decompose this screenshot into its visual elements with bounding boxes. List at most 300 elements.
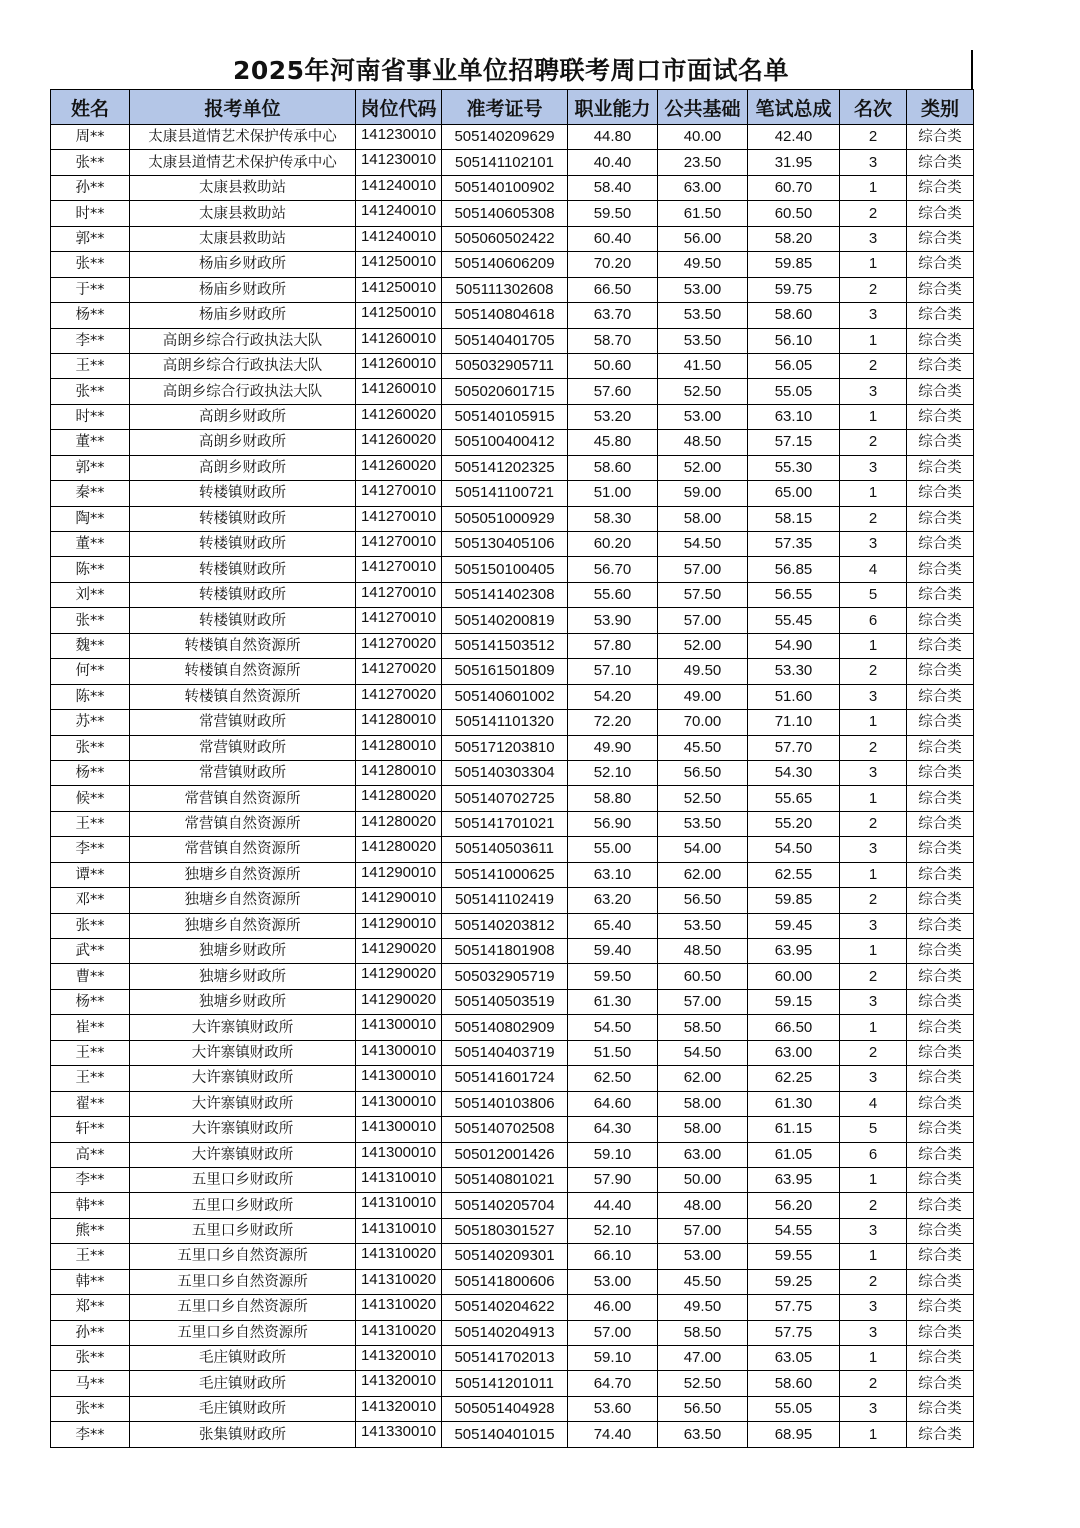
cell-written-total: 54.50 — [748, 837, 840, 862]
cell-unit: 五里口乡自然资源所 — [130, 1244, 356, 1269]
cell-rank: 2 — [840, 964, 907, 989]
cell-exam-id: 505141800606 — [442, 1269, 568, 1294]
cell-rank: 2 — [840, 430, 907, 455]
table-row — [51, 506, 974, 531]
cell-category: 综合类 — [907, 252, 974, 277]
cell-written-total: 51.60 — [748, 684, 840, 709]
cell-aptitude: 64.30 — [568, 1117, 658, 1142]
table-row — [51, 582, 974, 607]
cell-rank: 1 — [840, 862, 907, 887]
cell-post-code: 141320010 — [356, 1346, 442, 1371]
header-rank: 名次 — [840, 90, 907, 125]
cell-rank: 2 — [840, 888, 907, 913]
cell-written-total: 57.35 — [748, 532, 840, 557]
cell-name: 熊** — [51, 1218, 130, 1243]
cell-basics: 63.00 — [658, 1142, 748, 1167]
cell-category: 综合类 — [907, 1142, 974, 1167]
cell-basics: 56.50 — [658, 888, 748, 913]
cell-aptitude: 74.40 — [568, 1422, 658, 1447]
cell-unit: 大许寨镇财政所 — [130, 1015, 356, 1040]
cell-category: 综合类 — [907, 328, 974, 353]
cell-unit: 转楼镇财政所 — [130, 582, 356, 607]
cell-category: 综合类 — [907, 353, 974, 378]
cell-unit: 独塘乡自然资源所 — [130, 888, 356, 913]
cell-rank: 3 — [840, 379, 907, 404]
cell-exam-id: 505051404928 — [442, 1396, 568, 1421]
cell-exam-id: 505140401015 — [442, 1422, 568, 1447]
cell-basics: 54.50 — [658, 1040, 748, 1065]
table-row — [51, 1015, 974, 1040]
cell-category: 综合类 — [907, 735, 974, 760]
cell-aptitude: 58.30 — [568, 506, 658, 531]
cell-unit: 高朗乡财政所 — [130, 455, 356, 480]
cell-rank: 6 — [840, 608, 907, 633]
table-row — [51, 226, 974, 251]
cell-written-total: 55.65 — [748, 786, 840, 811]
cell-aptitude: 44.80 — [568, 125, 658, 150]
cell-name: 郭** — [51, 226, 130, 251]
cell-name: 张** — [51, 608, 130, 633]
cell-post-code: 141310010 — [356, 1218, 442, 1243]
cell-aptitude: 40.40 — [568, 150, 658, 175]
header-aptitude: 职业能力 — [568, 90, 658, 125]
cell-rank: 1 — [840, 1346, 907, 1371]
cell-aptitude: 53.90 — [568, 608, 658, 633]
cell-basics: 49.00 — [658, 684, 748, 709]
cell-category: 综合类 — [907, 1218, 974, 1243]
cell-basics: 70.00 — [658, 710, 748, 735]
cell-post-code: 141280020 — [356, 786, 442, 811]
cell-post-code: 141310020 — [356, 1244, 442, 1269]
cell-rank: 1 — [840, 939, 907, 964]
cell-rank: 3 — [840, 303, 907, 328]
cell-rank: 4 — [840, 557, 907, 582]
cell-written-total: 56.55 — [748, 582, 840, 607]
cell-basics: 60.50 — [658, 964, 748, 989]
cell-basics: 53.50 — [658, 913, 748, 938]
cell-unit: 五里口乡自然资源所 — [130, 1320, 356, 1345]
cell-post-code: 141290010 — [356, 913, 442, 938]
cell-aptitude: 58.70 — [568, 328, 658, 353]
cell-exam-id: 505012001426 — [442, 1142, 568, 1167]
cell-unit: 转楼镇财政所 — [130, 532, 356, 557]
cell-post-code: 141280010 — [356, 735, 442, 760]
cell-post-code: 141270020 — [356, 684, 442, 709]
cell-post-code: 141230010 — [356, 150, 442, 175]
cell-aptitude: 66.50 — [568, 277, 658, 302]
cell-category: 综合类 — [907, 506, 974, 531]
cell-exam-id: 505060502422 — [442, 226, 568, 251]
cell-aptitude: 57.80 — [568, 633, 658, 658]
cell-exam-id: 505140303304 — [442, 760, 568, 785]
cell-written-total: 55.05 — [748, 1396, 840, 1421]
table-row — [51, 353, 974, 378]
cell-post-code: 141320010 — [356, 1396, 442, 1421]
cell-exam-id: 505171203810 — [442, 735, 568, 760]
cell-written-total: 55.45 — [748, 608, 840, 633]
cell-post-code: 141280010 — [356, 710, 442, 735]
cell-exam-id: 505140103806 — [442, 1091, 568, 1116]
cell-aptitude: 44.40 — [568, 1193, 658, 1218]
cell-name: 崔** — [51, 1015, 130, 1040]
table-row — [51, 277, 974, 302]
cell-post-code: 141290020 — [356, 989, 442, 1014]
cell-name: 周** — [51, 125, 130, 150]
cell-basics: 49.50 — [658, 1295, 748, 1320]
cell-aptitude: 59.10 — [568, 1142, 658, 1167]
cell-exam-id: 505140105915 — [442, 404, 568, 429]
cell-aptitude: 57.10 — [568, 659, 658, 684]
cell-basics: 53.00 — [658, 404, 748, 429]
header-basics: 公共基础 — [658, 90, 748, 125]
cell-rank: 1 — [840, 481, 907, 506]
cell-category: 综合类 — [907, 1371, 974, 1396]
cell-written-total: 56.85 — [748, 557, 840, 582]
cell-name: 候** — [51, 786, 130, 811]
header-unit: 报考单位 — [130, 90, 356, 125]
cell-post-code: 141290020 — [356, 964, 442, 989]
cell-name: 韩** — [51, 1269, 130, 1294]
cell-category: 综合类 — [907, 1396, 974, 1421]
cell-written-total: 63.00 — [748, 1040, 840, 1065]
cell-aptitude: 52.10 — [568, 760, 658, 785]
cell-exam-id: 505140804618 — [442, 303, 568, 328]
table-row — [51, 811, 974, 836]
cell-basics: 53.00 — [658, 277, 748, 302]
cell-category: 综合类 — [907, 1066, 974, 1091]
cell-name: 孙** — [51, 175, 130, 200]
cell-name: 孙** — [51, 1320, 130, 1345]
cell-unit: 杨庙乡财政所 — [130, 277, 356, 302]
cell-aptitude: 59.40 — [568, 939, 658, 964]
cell-category: 综合类 — [907, 1269, 974, 1294]
cell-exam-id: 505141601724 — [442, 1066, 568, 1091]
cell-post-code: 141240010 — [356, 201, 442, 226]
table-row — [51, 1269, 974, 1294]
cell-basics: 48.00 — [658, 1193, 748, 1218]
header-written-total: 笔试总成 — [748, 90, 840, 125]
cell-exam-id: 505141101320 — [442, 710, 568, 735]
table-row — [51, 1396, 974, 1421]
cell-rank: 1 — [840, 404, 907, 429]
cell-rank: 3 — [840, 1218, 907, 1243]
cell-written-total: 71.10 — [748, 710, 840, 735]
cell-basics: 58.00 — [658, 1091, 748, 1116]
cell-post-code: 141250010 — [356, 303, 442, 328]
cell-post-code: 141280020 — [356, 837, 442, 862]
cell-unit: 独塘乡财政所 — [130, 939, 356, 964]
cell-name: 王** — [51, 353, 130, 378]
cell-written-total: 56.20 — [748, 1193, 840, 1218]
cell-aptitude: 57.90 — [568, 1167, 658, 1192]
cell-category: 综合类 — [907, 1295, 974, 1320]
table-row — [51, 710, 974, 735]
table-row — [51, 1320, 974, 1345]
table-row — [51, 175, 974, 200]
cell-unit: 大许寨镇财政所 — [130, 1040, 356, 1065]
cell-rank: 2 — [840, 659, 907, 684]
cell-category: 综合类 — [907, 786, 974, 811]
table-row — [51, 1244, 974, 1269]
cell-name: 何** — [51, 659, 130, 684]
table-row — [51, 150, 974, 175]
cell-aptitude: 61.30 — [568, 989, 658, 1014]
cell-rank: 2 — [840, 125, 907, 150]
cell-name: 魏** — [51, 633, 130, 658]
table-row — [51, 862, 974, 887]
cell-basics: 62.00 — [658, 862, 748, 887]
cell-unit: 常营镇自然资源所 — [130, 786, 356, 811]
cell-written-total: 57.70 — [748, 735, 840, 760]
cell-aptitude: 66.10 — [568, 1244, 658, 1269]
cell-post-code: 141270010 — [356, 481, 442, 506]
header-row — [51, 90, 974, 125]
cell-name: 陶** — [51, 506, 130, 531]
cell-post-code: 141300010 — [356, 1015, 442, 1040]
header-post-code: 岗位代码 — [356, 90, 442, 125]
cell-written-total: 54.90 — [748, 633, 840, 658]
cell-aptitude: 64.70 — [568, 1371, 658, 1396]
cell-written-total: 55.20 — [748, 811, 840, 836]
table-row — [51, 455, 974, 480]
cell-exam-id: 505161501809 — [442, 659, 568, 684]
cell-basics: 53.50 — [658, 328, 748, 353]
cell-basics: 62.00 — [658, 1066, 748, 1091]
cell-exam-id: 505141102419 — [442, 888, 568, 913]
cell-rank: 2 — [840, 1040, 907, 1065]
cell-aptitude: 51.50 — [568, 1040, 658, 1065]
cell-category: 综合类 — [907, 633, 974, 658]
cell-rank: 2 — [840, 506, 907, 531]
cell-written-total: 57.75 — [748, 1295, 840, 1320]
cell-rank: 1 — [840, 175, 907, 200]
header-category: 类别 — [907, 90, 974, 125]
cell-rank: 1 — [840, 252, 907, 277]
cell-exam-id: 505140403719 — [442, 1040, 568, 1065]
cell-written-total: 55.30 — [748, 455, 840, 480]
cell-exam-id: 505140802909 — [442, 1015, 568, 1040]
cell-unit: 独塘乡财政所 — [130, 964, 356, 989]
cell-unit: 独塘乡自然资源所 — [130, 913, 356, 938]
cell-post-code: 141250010 — [356, 277, 442, 302]
table-row — [51, 252, 974, 277]
cell-exam-id: 505140209629 — [442, 125, 568, 150]
cell-unit: 高朗乡综合行政执法大队 — [130, 379, 356, 404]
table-row — [51, 1346, 974, 1371]
cell-post-code: 141240010 — [356, 175, 442, 200]
cell-category: 综合类 — [907, 811, 974, 836]
cell-written-total: 66.50 — [748, 1015, 840, 1040]
cell-aptitude: 45.80 — [568, 430, 658, 455]
cell-unit: 太康县救助站 — [130, 226, 356, 251]
table-row — [51, 1371, 974, 1396]
cell-basics: 47.00 — [658, 1346, 748, 1371]
cell-aptitude: 56.70 — [568, 557, 658, 582]
cell-exam-id: 505140801021 — [442, 1167, 568, 1192]
cell-category: 综合类 — [907, 862, 974, 887]
cell-name: 张** — [51, 379, 130, 404]
cell-post-code: 141270020 — [356, 633, 442, 658]
cell-basics: 41.50 — [658, 353, 748, 378]
cell-written-total: 63.05 — [748, 1346, 840, 1371]
cell-name: 杨** — [51, 303, 130, 328]
table-row — [51, 913, 974, 938]
cell-unit: 常营镇财政所 — [130, 710, 356, 735]
cell-post-code: 141260020 — [356, 430, 442, 455]
cell-category: 综合类 — [907, 379, 974, 404]
cell-exam-id: 505140205704 — [442, 1193, 568, 1218]
table-row — [51, 481, 974, 506]
cell-rank: 3 — [840, 1295, 907, 1320]
cell-rank: 1 — [840, 328, 907, 353]
cell-post-code: 141240010 — [356, 226, 442, 251]
cell-written-total: 61.30 — [748, 1091, 840, 1116]
cell-unit: 大许寨镇财政所 — [130, 1142, 356, 1167]
cell-written-total: 55.05 — [748, 379, 840, 404]
cell-written-total: 60.70 — [748, 175, 840, 200]
cell-rank: 2 — [840, 1269, 907, 1294]
table-row — [51, 735, 974, 760]
cell-category: 综合类 — [907, 1091, 974, 1116]
cell-name: 郑** — [51, 1295, 130, 1320]
cell-post-code: 141290010 — [356, 862, 442, 887]
cell-rank: 1 — [840, 786, 907, 811]
cell-unit: 独塘乡自然资源所 — [130, 862, 356, 887]
cell-basics: 57.00 — [658, 1218, 748, 1243]
cell-category: 综合类 — [907, 989, 974, 1014]
cell-written-total: 60.00 — [748, 964, 840, 989]
cell-rank: 2 — [840, 811, 907, 836]
cell-name: 张** — [51, 252, 130, 277]
cell-unit: 大许寨镇财政所 — [130, 1091, 356, 1116]
cell-unit: 毛庄镇财政所 — [130, 1371, 356, 1396]
cell-unit: 太康县道情艺术保护传承中心 — [130, 150, 356, 175]
cell-name: 秦** — [51, 481, 130, 506]
cell-aptitude: 58.60 — [568, 455, 658, 480]
table-row — [51, 125, 974, 150]
table-row — [51, 303, 974, 328]
cell-aptitude: 65.40 — [568, 913, 658, 938]
cell-unit: 大许寨镇财政所 — [130, 1117, 356, 1142]
cell-category: 综合类 — [907, 710, 974, 735]
cell-unit: 高朗乡综合行政执法大队 — [130, 328, 356, 353]
cell-category: 综合类 — [907, 1015, 974, 1040]
cell-aptitude: 62.50 — [568, 1066, 658, 1091]
cell-unit: 转楼镇自然资源所 — [130, 684, 356, 709]
cell-exam-id: 505141201011 — [442, 1371, 568, 1396]
cell-category: 综合类 — [907, 1193, 974, 1218]
cell-written-total: 63.95 — [748, 1167, 840, 1192]
cell-exam-id: 505141000625 — [442, 862, 568, 887]
cell-post-code: 141280020 — [356, 811, 442, 836]
cell-rank: 3 — [840, 837, 907, 862]
cell-exam-id: 505140200819 — [442, 608, 568, 633]
table-row — [51, 760, 974, 785]
cell-post-code: 141260010 — [356, 379, 442, 404]
table-row — [51, 1117, 974, 1142]
header-name: 姓名 — [51, 90, 130, 125]
cell-name: 于** — [51, 277, 130, 302]
cell-category: 综合类 — [907, 939, 974, 964]
cell-category: 综合类 — [907, 1117, 974, 1142]
cell-unit: 转楼镇财政所 — [130, 608, 356, 633]
cell-exam-id: 505140503519 — [442, 989, 568, 1014]
cell-aptitude: 51.00 — [568, 481, 658, 506]
cell-basics: 53.50 — [658, 303, 748, 328]
cell-category: 综合类 — [907, 150, 974, 175]
cell-category: 综合类 — [907, 760, 974, 785]
cell-aptitude: 72.20 — [568, 710, 658, 735]
cell-post-code: 141260020 — [356, 404, 442, 429]
cell-aptitude: 55.60 — [568, 582, 658, 607]
table-row — [51, 786, 974, 811]
cell-post-code: 141310020 — [356, 1320, 442, 1345]
cell-category: 综合类 — [907, 532, 974, 557]
table-row — [51, 201, 974, 226]
cell-category: 综合类 — [907, 404, 974, 429]
cell-unit: 杨庙乡财政所 — [130, 303, 356, 328]
cell-exam-id: 505032905719 — [442, 964, 568, 989]
cell-aptitude: 54.20 — [568, 684, 658, 709]
table-row — [51, 1142, 974, 1167]
cell-aptitude: 53.20 — [568, 404, 658, 429]
cell-name: 张** — [51, 1396, 130, 1421]
cell-category: 综合类 — [907, 481, 974, 506]
cell-category: 综合类 — [907, 303, 974, 328]
cell-aptitude: 57.00 — [568, 1320, 658, 1345]
cell-category: 综合类 — [907, 557, 974, 582]
cell-name: 马** — [51, 1371, 130, 1396]
cell-written-total: 59.85 — [748, 888, 840, 913]
cell-post-code: 141270020 — [356, 659, 442, 684]
cell-aptitude: 50.60 — [568, 353, 658, 378]
cell-unit: 常营镇财政所 — [130, 735, 356, 760]
table-row — [51, 939, 974, 964]
cell-unit: 五里口乡自然资源所 — [130, 1269, 356, 1294]
cell-aptitude: 63.70 — [568, 303, 658, 328]
cell-aptitude: 59.10 — [568, 1346, 658, 1371]
cell-aptitude: 59.50 — [568, 201, 658, 226]
cell-post-code: 141290020 — [356, 939, 442, 964]
cell-exam-id: 505140702508 — [442, 1117, 568, 1142]
cell-post-code: 141300010 — [356, 1117, 442, 1142]
cell-post-code: 141270010 — [356, 608, 442, 633]
cell-written-total: 56.10 — [748, 328, 840, 353]
cell-name: 王** — [51, 1066, 130, 1091]
cell-basics: 58.50 — [658, 1320, 748, 1345]
cell-name: 王** — [51, 1040, 130, 1065]
cell-category: 综合类 — [907, 430, 974, 455]
cell-basics: 48.50 — [658, 430, 748, 455]
cell-category: 综合类 — [907, 1346, 974, 1371]
cell-post-code: 141300010 — [356, 1040, 442, 1065]
cell-post-code: 141300010 — [356, 1091, 442, 1116]
table-row — [51, 1066, 974, 1091]
cell-aptitude: 49.90 — [568, 735, 658, 760]
cell-exam-id: 505141102101 — [442, 150, 568, 175]
cell-written-total: 59.75 — [748, 277, 840, 302]
cell-unit: 五里口乡财政所 — [130, 1218, 356, 1243]
cell-unit: 毛庄镇财政所 — [130, 1396, 356, 1421]
cell-post-code: 141300010 — [356, 1066, 442, 1091]
cell-rank: 1 — [840, 710, 907, 735]
cell-rank: 3 — [840, 760, 907, 785]
cell-post-code: 141260010 — [356, 328, 442, 353]
cell-rank: 6 — [840, 1142, 907, 1167]
cell-exam-id: 505141402308 — [442, 582, 568, 607]
cell-aptitude: 46.00 — [568, 1295, 658, 1320]
cell-written-total: 68.95 — [748, 1422, 840, 1447]
